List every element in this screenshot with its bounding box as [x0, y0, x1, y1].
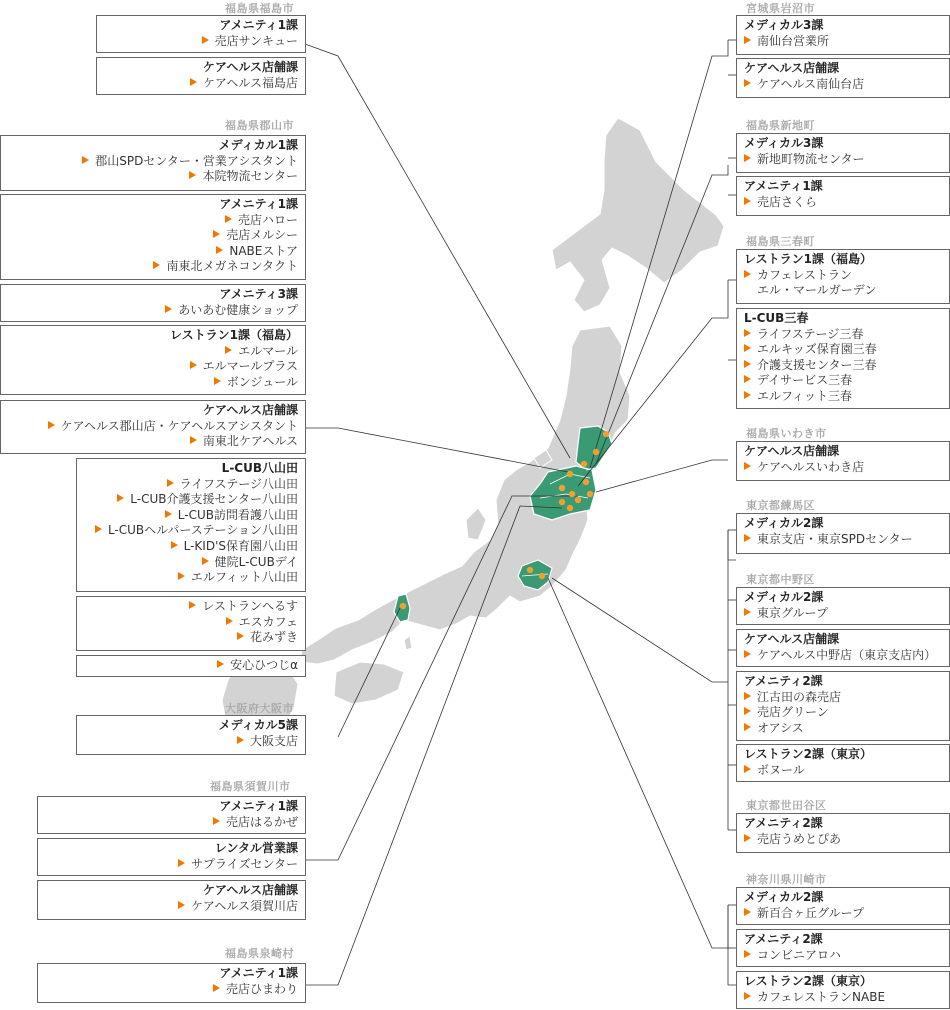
item-label: 売店サンキュー	[214, 33, 298, 48]
arrow-icon	[744, 834, 751, 842]
box-title: メディカル3課	[744, 18, 824, 32]
box-title: メディカル2課	[744, 516, 824, 530]
arrow-icon	[217, 660, 224, 668]
arrow-icon	[744, 534, 751, 542]
box-title: L-CUB三春	[744, 311, 809, 325]
arrow-icon	[237, 736, 244, 744]
box-koriyama-restaurants	[76, 596, 306, 651]
item-label: エルフィット八山田	[190, 570, 298, 585]
item-label: 新地町物流センター	[757, 151, 865, 166]
item-label: 東京グループ	[757, 605, 829, 620]
box-title: アメニティ2課	[744, 932, 823, 946]
box-sukagawa-carehealth	[37, 880, 306, 920]
item-label: レストランへるす	[202, 599, 298, 613]
arrow-icon	[213, 230, 220, 238]
arrow-icon	[171, 541, 178, 549]
arrow-icon	[165, 305, 172, 313]
box-title: ケアヘルス店舗課	[744, 444, 840, 458]
box-fukushima-amenity1	[96, 15, 306, 53]
item-label: ライフステージ三春	[757, 326, 864, 341]
arrow-icon	[744, 79, 751, 87]
shikoku	[334, 662, 404, 704]
box-title: レストラン1課（福島）	[744, 252, 872, 266]
arrow-icon	[744, 36, 751, 44]
item-label: ケアヘルス福島店	[202, 75, 298, 90]
box-title: メディカル2課	[744, 590, 824, 604]
item-label: カフェレストランNABE	[757, 989, 886, 1004]
arrow-icon	[744, 650, 751, 658]
region-label-osaka: 大阪府大阪市	[225, 702, 294, 715]
item-label: 売店グリーン	[757, 705, 829, 720]
arrow-icon	[744, 360, 751, 368]
item-label: 健院L-CUBデイ	[214, 554, 298, 569]
item-label: デイサービス三春	[757, 373, 853, 388]
box-kawasaki-medical2	[736, 887, 950, 925]
region-label-fukushima-city: 福島県福島市	[225, 2, 294, 15]
item-label: 売店ハロー	[237, 212, 298, 227]
item-label: 東京支店・東京SPDセンター	[757, 531, 913, 546]
item-label: 安心ひつじα	[230, 658, 298, 672]
item-label: L-CUB訪問看護八山田	[177, 507, 298, 522]
box-iwanuma-carehealth	[736, 58, 950, 98]
arrow-icon	[213, 817, 220, 825]
item-label: 売店はるかぜ	[225, 814, 298, 829]
region-label-nakano: 東京都中野区	[746, 573, 815, 586]
box-iwaki-carehealth	[736, 441, 950, 481]
item-label: 郡山SPDセンター・営業アシスタント	[95, 153, 298, 168]
arrow-icon	[744, 692, 751, 700]
item-label: 南東北ケアヘルス	[202, 434, 298, 449]
box-miharu-restaurant1	[736, 249, 950, 304]
box-title: ケアヘルス店舗課	[202, 60, 298, 74]
item-label: 売店さくら	[757, 194, 818, 209]
box-title: ケアヘルス店舗課	[744, 61, 840, 75]
box-koriyama-amenity1	[0, 194, 306, 280]
box-title: アメニティ3課	[219, 287, 298, 301]
box-miharu-lcub	[736, 308, 950, 409]
region-label-izumizaki: 福島県泉崎村	[225, 947, 294, 960]
item-label: 売店ひまわり	[225, 981, 298, 996]
item-label: あいあむ健康ショップ	[178, 302, 298, 317]
box-title: メディカル5課	[218, 718, 298, 732]
box-title: ケアヘルス店舗課	[202, 403, 298, 417]
item-label: ケアヘルス南仙台店	[757, 76, 865, 91]
item-label: ライフステージ八山田	[179, 476, 298, 491]
box-izumizaki-amenity1	[37, 963, 306, 1003]
arrow-icon	[744, 197, 751, 205]
box-nakano-medical2	[736, 587, 950, 625]
arrow-icon	[190, 436, 197, 444]
arrow-icon	[744, 992, 751, 1000]
item-label: エルマールプラス	[202, 359, 298, 374]
item-label: L-CUB介護支援センター八山田	[130, 492, 298, 507]
arrow-icon	[165, 510, 172, 518]
box-title: アメニティ1課	[744, 179, 823, 193]
region-label-sukagawa: 福島県須賀川市	[210, 780, 291, 793]
arrow-icon	[202, 557, 209, 565]
arrow-icon	[744, 950, 751, 958]
box-koriyama-amenity3	[0, 284, 306, 322]
box-fukushima-carehealth	[96, 57, 306, 95]
box-nakano-amenity2	[736, 671, 950, 741]
arrow-icon	[744, 375, 751, 383]
box-shinchi-medical3	[736, 133, 950, 173]
box-title: L-CUB八山田	[221, 461, 298, 475]
arrow-icon	[744, 908, 751, 916]
arrow-icon	[744, 344, 751, 352]
awaji	[404, 636, 412, 650]
box-koriyama-carehealth	[0, 400, 306, 454]
item-label: ケアヘルス郡山店・ケアヘルスアシスタント	[60, 418, 298, 433]
item-label: 本院物流センター	[202, 169, 298, 184]
arrow-icon	[153, 261, 160, 269]
arrow-icon	[744, 329, 751, 337]
arrow-icon	[744, 391, 751, 399]
item-label: ケアヘルス中野店（東京支店内）	[757, 647, 937, 662]
arrow-icon	[178, 859, 185, 867]
box-osaka-medical5	[76, 715, 306, 755]
box-koriyama-lcub	[76, 458, 306, 592]
box-title: アメニティ1課	[219, 966, 298, 980]
box-sukagawa-amenity1	[37, 796, 306, 834]
box-title: ケアヘルス店舗課	[202, 883, 298, 897]
region-label-shinchi: 福島県新地町	[746, 119, 815, 132]
noto	[466, 508, 486, 540]
box-title: メディカル1課	[218, 138, 298, 152]
box-koriyama-restaurant1	[0, 325, 306, 395]
arrow-icon	[82, 156, 89, 164]
arrow-icon	[744, 154, 751, 162]
box-kawasaki-restaurant2	[736, 971, 950, 1009]
region-label-nerima: 東京都練馬区	[746, 499, 815, 512]
arrow-icon	[167, 479, 174, 487]
item-label: エルキッズ保育園三春	[757, 342, 877, 357]
arrow-icon	[178, 901, 185, 909]
arrow-icon	[237, 632, 244, 640]
arrow-icon	[189, 171, 196, 179]
box-kawasaki-amenity2	[736, 929, 950, 967]
region-label-kawasaki: 神奈川県川崎市	[746, 873, 827, 886]
arrow-icon	[178, 572, 185, 580]
hokkaido	[552, 118, 724, 312]
item-label: エルフィット三春	[757, 388, 853, 403]
arrow-icon	[744, 462, 751, 470]
box-title: アメニティ2課	[744, 816, 823, 830]
box-title: ケアヘルス店舗課	[744, 632, 840, 646]
item-label: ケアヘルス須賀川店	[190, 898, 298, 913]
item-label: サプライズセンター	[190, 856, 298, 871]
region-label-koriyama: 福島県郡山市	[225, 119, 294, 132]
box-setagaya-amenity2	[736, 813, 950, 853]
arrow-icon	[214, 377, 221, 385]
box-title: レストラン2課（東京）	[744, 974, 872, 988]
item-label: コンビニアロハ	[757, 947, 842, 962]
region-label-iwaki: 福島県いわき市	[746, 427, 827, 440]
arrow-icon	[216, 246, 223, 254]
item-label: オアシス	[757, 720, 804, 735]
arrow-icon	[744, 707, 751, 715]
item-label: 南東北メガネコンタクト	[166, 259, 298, 274]
arrow-icon	[48, 421, 55, 429]
arrow-icon	[190, 361, 197, 369]
box-nakano-restaurant2	[736, 744, 950, 782]
item-label: 売店メルシー	[226, 228, 298, 243]
box-shinchi-amenity1	[736, 176, 950, 216]
box-title: レストラン2課（東京）	[744, 747, 872, 761]
box-title: アメニティ2課	[744, 674, 823, 688]
box-title: アメニティ1課	[219, 799, 298, 813]
item-label: L-CUBヘルパーステーション八山田	[107, 523, 298, 538]
item-label: ボンジュール	[226, 374, 298, 389]
box-nakano-carehealth	[736, 629, 950, 667]
box-title: レストラン1課（福島）	[170, 328, 298, 342]
item-label: カフェレストラン	[757, 267, 853, 282]
arrow-icon	[744, 270, 751, 278]
item-label: 新百合ヶ丘グループ	[757, 905, 865, 920]
item-label: 江古田の森売店	[757, 689, 842, 704]
region-label-miharu: 福島県三春町	[746, 235, 815, 248]
item-label: エルマール	[238, 343, 298, 358]
item-label: エスカフェ	[238, 614, 298, 629]
arrow-icon	[744, 608, 751, 616]
item-label: L-KID'S保育園八山田	[183, 538, 298, 553]
box-title: メディカル2課	[744, 890, 824, 904]
arrow-icon	[202, 36, 209, 44]
box-koriyama-anshin	[76, 655, 306, 677]
arrow-icon	[95, 525, 102, 533]
item-label: NABEストア	[229, 243, 298, 258]
arrow-icon	[225, 346, 232, 354]
arrow-icon	[225, 215, 232, 223]
arrow-icon	[744, 765, 751, 773]
arrow-icon	[226, 617, 233, 625]
region-label-iwanuma: 宮城県岩沼市	[746, 2, 815, 15]
box-koriyama-medical1	[0, 135, 306, 191]
box-title: メディカル3課	[744, 136, 824, 150]
box-nerima-medical2	[736, 513, 950, 554]
box-sukagawa-rental	[37, 838, 306, 876]
item-label: ボヌール	[757, 762, 805, 777]
arrow-icon	[117, 494, 124, 502]
item-label: ケアヘルスいわき店	[757, 459, 865, 474]
arrow-icon	[190, 78, 197, 86]
item-label: 大阪支店	[249, 733, 298, 748]
box-title: アメニティ1課	[219, 18, 298, 32]
box-iwanuma-medical3	[736, 15, 950, 55]
box-title: レンタル営業課	[214, 841, 298, 855]
item-label: 介護支援センター三春	[757, 357, 877, 372]
item-label-continued: エル・マールガーデン	[757, 283, 877, 298]
region-label-setagaya: 東京都世田谷区	[746, 799, 827, 812]
arrow-icon	[213, 984, 220, 992]
item-label: 南仙台営業所	[757, 33, 830, 48]
arrow-icon	[744, 723, 751, 731]
box-title: アメニティ1課	[219, 197, 298, 211]
arrow-icon	[189, 601, 196, 609]
item-label: 売店うめとぴあ	[757, 831, 842, 846]
item-label: 花みずき	[249, 630, 298, 645]
